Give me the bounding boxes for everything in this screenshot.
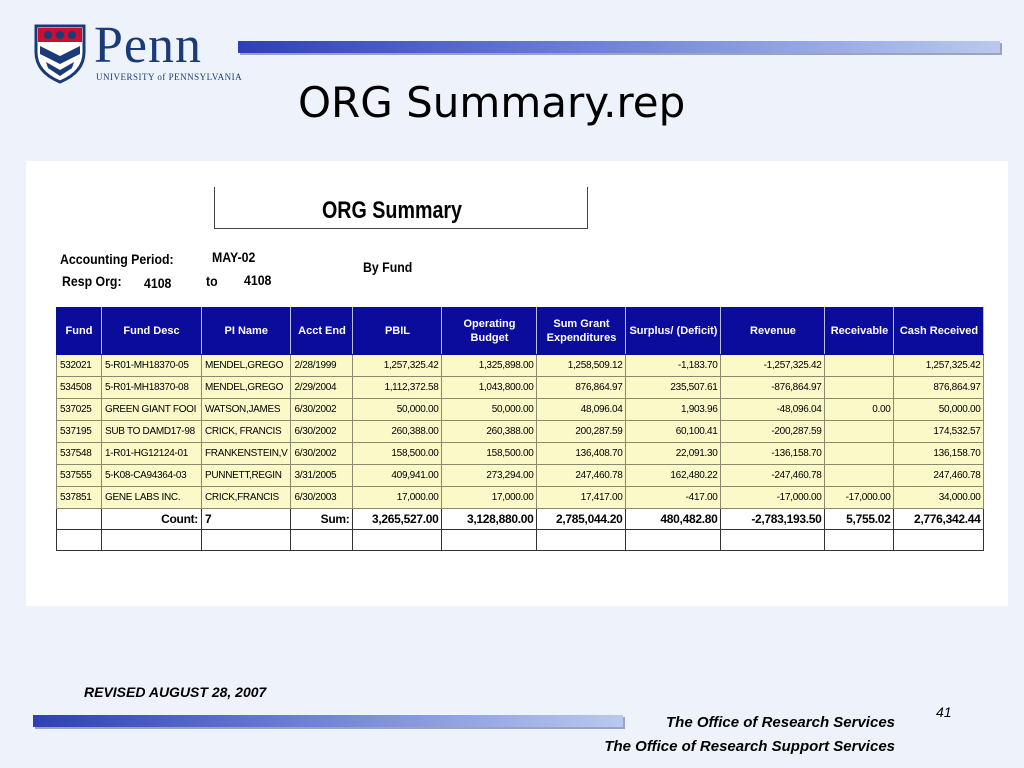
- table-row: [57, 421, 984, 443]
- blank-cell: [825, 530, 894, 551]
- table-cell: [825, 465, 894, 487]
- table-cell: FRANKENSTEIN,V: [202, 443, 291, 465]
- table-cell: SUB TO DAMD17-98: [102, 421, 202, 443]
- table-cell: 17,000.00: [353, 487, 442, 509]
- table-cell: -136,158.70: [721, 443, 825, 465]
- table-cell: 534508: [57, 377, 102, 399]
- table-cell: CRICK, FRANCIS: [202, 421, 291, 443]
- penn-logo: [34, 17, 243, 88]
- table-cell: 260,388.00: [442, 421, 537, 443]
- table-cell: 1,903.96: [626, 399, 721, 421]
- blank-cell: [537, 530, 626, 551]
- slide-title: ORG Summary.rep: [298, 78, 686, 127]
- column-header: Receivable: [825, 308, 894, 355]
- by-fund-label: By Fund: [363, 259, 413, 275]
- column-header: Operating Budget: [442, 308, 537, 355]
- table-cell: 6/30/2002: [291, 421, 353, 443]
- table-cell: MENDEL,GREGO: [202, 355, 291, 377]
- table-cell: 0.00: [825, 399, 894, 421]
- summary-row: [57, 509, 984, 530]
- table-row: [57, 399, 984, 421]
- count-value: 7: [202, 509, 291, 530]
- table-cell: 273,294.00: [442, 465, 537, 487]
- table-cell: -48,096.04: [721, 399, 825, 421]
- table-cell: 200,287.59: [537, 421, 626, 443]
- table-cell: -417.00: [626, 487, 721, 509]
- sum-value: 2,776,342.44: [894, 509, 984, 530]
- table-cell: 1,325,898.00: [442, 355, 537, 377]
- blank-cell: [102, 530, 202, 551]
- blank-cell: [202, 530, 291, 551]
- table-cell: 235,507.61: [626, 377, 721, 399]
- to-label: to: [206, 273, 218, 289]
- footer-office-line-1: The Office of Research Services: [666, 714, 895, 731]
- column-header: Cash Received: [894, 308, 984, 355]
- table-cell: -200,287.59: [721, 421, 825, 443]
- table-cell: 537851: [57, 487, 102, 509]
- table-cell: 48,096.04: [537, 399, 626, 421]
- footer-decorative-bar: [33, 715, 623, 727]
- table-cell: 6/30/2003: [291, 487, 353, 509]
- logo-subline: UNIVERSITY of PENNSYLVANIA: [96, 72, 243, 82]
- table-cell: 1,258,509.12: [537, 355, 626, 377]
- table-cell: 1,257,325.42: [353, 355, 442, 377]
- table-cell: 260,388.00: [353, 421, 442, 443]
- blank-cell: [57, 530, 102, 551]
- blank-cell: [721, 530, 825, 551]
- table-cell: 34,000.00: [894, 487, 984, 509]
- table-cell: -876,864.97: [721, 377, 825, 399]
- report-title: ORG Summary: [322, 197, 462, 224]
- sum-label: Sum:: [291, 509, 353, 530]
- table-row: [57, 377, 984, 399]
- table-cell: 3/31/2005: [291, 465, 353, 487]
- table-cell: CRICK,FRANCIS: [202, 487, 291, 509]
- column-header: Sum Grant Expenditures: [537, 308, 626, 355]
- table-cell: [825, 355, 894, 377]
- table-cell: 5-K08-CA94364-03: [102, 465, 202, 487]
- table-cell: 247,460.78: [537, 465, 626, 487]
- table-cell: 1,112,372.58: [353, 377, 442, 399]
- sum-value: 480,482.80: [626, 509, 721, 530]
- table-cell: WATSON,JAMES: [202, 399, 291, 421]
- column-header: PBIL: [353, 308, 442, 355]
- table-cell: 136,158.70: [894, 443, 984, 465]
- sum-value: -2,783,193.50: [721, 509, 825, 530]
- table-cell: -17,000.00: [721, 487, 825, 509]
- table-cell: GREEN GIANT FOOI: [102, 399, 202, 421]
- blank-cell: [442, 530, 537, 551]
- table-cell: 6/30/2002: [291, 399, 353, 421]
- table-cell: 2/28/1999: [291, 355, 353, 377]
- resp-org-from: 4108: [144, 275, 172, 291]
- blank-cell: [626, 530, 721, 551]
- table-cell: [825, 421, 894, 443]
- table-cell: GENE LABS INC.: [102, 487, 202, 509]
- table-cell: 22,091.30: [626, 443, 721, 465]
- sum-value: 2,785,044.20: [537, 509, 626, 530]
- table-cell: -247,460.78: [721, 465, 825, 487]
- sum-value: 3,265,527.00: [353, 509, 442, 530]
- revised-date: REVISED AUGUST 28, 2007: [84, 684, 267, 700]
- column-header: Revenue: [721, 308, 825, 355]
- table-cell: PUNNETT,REGIN: [202, 465, 291, 487]
- table-cell: 247,460.78: [894, 465, 984, 487]
- table-cell: 1,257,325.42: [894, 355, 984, 377]
- column-header: Surplus/ (Deficit): [626, 308, 721, 355]
- table-cell: 409,941.00: [353, 465, 442, 487]
- table-cell: 162,480.22: [626, 465, 721, 487]
- header-decorative-bar: [238, 41, 1000, 53]
- accounting-period-value: MAY-02: [212, 249, 256, 265]
- table-cell: 5-R01-MH18370-08: [102, 377, 202, 399]
- table-cell: -17,000.00: [825, 487, 894, 509]
- table-cell: [825, 443, 894, 465]
- table-cell: 876,864.97: [537, 377, 626, 399]
- sum-value: 3,128,880.00: [442, 509, 537, 530]
- table-cell: 876,864.97: [894, 377, 984, 399]
- table-cell: 2/29/2004: [291, 377, 353, 399]
- table-row: [57, 465, 984, 487]
- table-cell: 532021: [57, 355, 102, 377]
- sum-value: 5,755.02: [825, 509, 894, 530]
- table-cell: 5-R01-MH18370-05: [102, 355, 202, 377]
- report-panel: [26, 161, 1008, 606]
- table-cell: 537548: [57, 443, 102, 465]
- column-header: Fund: [57, 308, 102, 355]
- page-number: 41: [936, 704, 952, 720]
- table-cell: 17,417.00: [537, 487, 626, 509]
- penn-shield-icon: [34, 24, 86, 84]
- table-cell: 50,000.00: [894, 399, 984, 421]
- table-cell: 158,500.00: [353, 443, 442, 465]
- table-cell: -1,183.70: [626, 355, 721, 377]
- table-row: [57, 443, 984, 465]
- table-cell: 158,500.00: [442, 443, 537, 465]
- resp-org-to: 4108: [244, 272, 272, 288]
- resp-org-label: Resp Org:: [62, 273, 122, 289]
- summary-spacer: [57, 509, 102, 530]
- table-cell: [825, 377, 894, 399]
- accounting-period-label: Accounting Period:: [60, 251, 174, 267]
- table-cell: 174,532.57: [894, 421, 984, 443]
- blank-row: [57, 530, 984, 551]
- table-row: [57, 355, 984, 377]
- column-header: PI Name: [202, 308, 291, 355]
- logo-wordmark: Penn: [94, 17, 202, 74]
- table-cell: 50,000.00: [353, 399, 442, 421]
- table-cell: 1,043,800.00: [442, 377, 537, 399]
- table-cell: 50,000.00: [442, 399, 537, 421]
- blank-cell: [353, 530, 442, 551]
- count-label: Count:: [102, 509, 202, 530]
- column-header: Fund Desc: [102, 308, 202, 355]
- table-cell: 6/30/2002: [291, 443, 353, 465]
- blank-cell: [291, 530, 353, 551]
- table-cell: 136,408.70: [537, 443, 626, 465]
- table-cell: 60,100.41: [626, 421, 721, 443]
- table-cell: -1,257,325.42: [721, 355, 825, 377]
- table-cell: 537555: [57, 465, 102, 487]
- footer-office-line-2: The Office of Research Support Services: [604, 738, 895, 755]
- table-cell: 537195: [57, 421, 102, 443]
- column-header: Acct End: [291, 308, 353, 355]
- table-header-row: [57, 308, 984, 355]
- table-cell: 1-R01-HG12124-01: [102, 443, 202, 465]
- table-cell: 17,000.00: [442, 487, 537, 509]
- table-cell: 537025: [57, 399, 102, 421]
- table-cell: MENDEL,GREGO: [202, 377, 291, 399]
- table-row: [57, 487, 984, 509]
- blank-cell: [894, 530, 984, 551]
- org-summary-table: [56, 307, 984, 551]
